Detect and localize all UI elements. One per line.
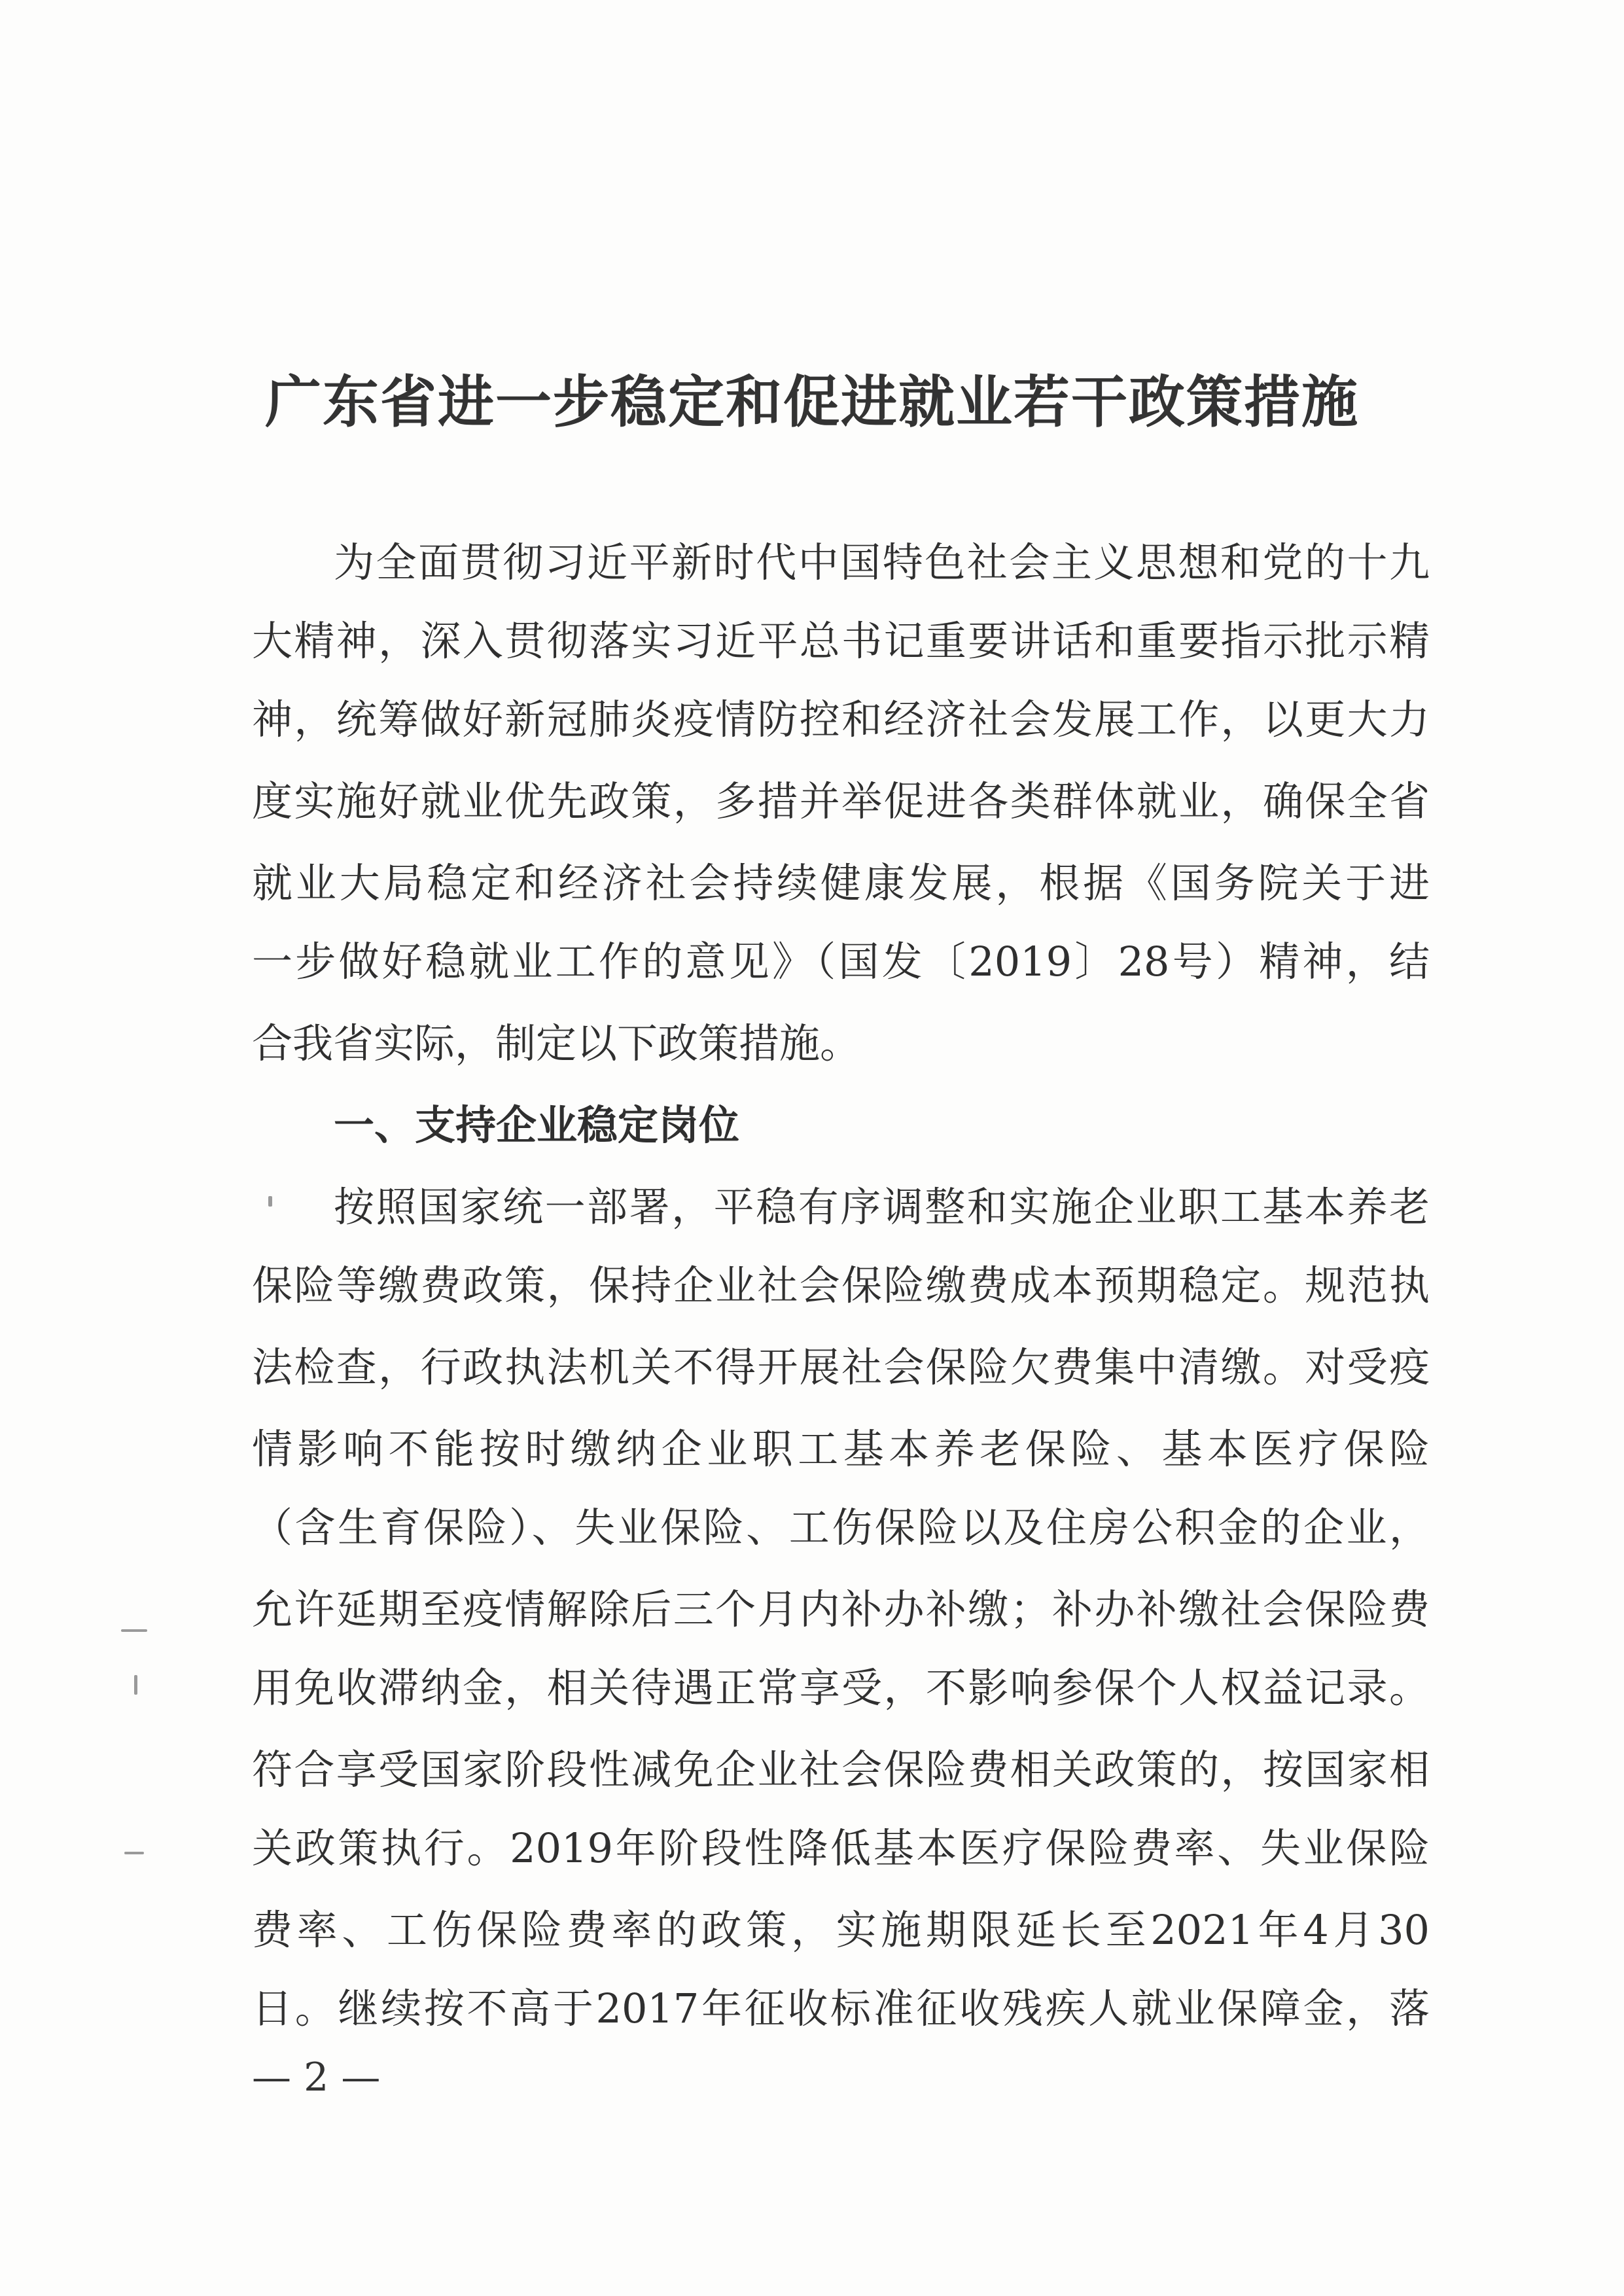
section-line: （含生育保险）、失业保险、工伤保险以及住房公积金的企业， bbox=[252, 1504, 1430, 1551]
scan-mark bbox=[124, 1852, 144, 1854]
section-line: 法检查，行政执法机关不得开展社会保险欠费集中清缴。对受疫 bbox=[252, 1343, 1430, 1391]
intro-line: 为全面贯彻习近平新时代中国特色社会主义思想和党的十九 bbox=[334, 539, 1430, 586]
document-title: 广东省进一步稳定和促进就业若干政策措施 bbox=[265, 369, 1359, 435]
section-heading: 一、支持企业稳定岗位 bbox=[334, 1101, 740, 1149]
section-line: 关政策执行。2019年阶段性降低基本医疗保险费率、失业保险 bbox=[252, 1824, 1430, 1872]
intro-line: 大精神，深入贯彻落实习近平总书记重要讲话和重要指示批示精 bbox=[252, 617, 1430, 665]
intro-line: 就业大局稳定和经济社会持续健康发展，根据《国务院关于进 bbox=[252, 859, 1430, 907]
intro-line: 合我省实际，制定以下政策措施。 bbox=[252, 1019, 861, 1067]
page-number: — 2 — bbox=[252, 2055, 381, 2100]
scan-mark bbox=[121, 1629, 147, 1632]
intro-line: 神，统筹做好新冠肺炎疫情防控和经济社会发展工作，以更大力 bbox=[252, 696, 1430, 743]
section-line: 符合享受国家阶段性减免企业社会保险费相关政策的，按国家相 bbox=[252, 1746, 1430, 1793]
section-line: 日。继续按不高于2017年征收标准征收残疾人就业保障金，落 bbox=[252, 1985, 1430, 2032]
section-line: 允许延期至疫情解除后三个月内补办补缴；补办补缴社会保险费 bbox=[252, 1585, 1430, 1633]
section-line: 情影响不能按时缴纳企业职工基本养老保险、基本医疗保险 bbox=[252, 1425, 1430, 1473]
scan-mark bbox=[268, 1196, 272, 1207]
section-line: 按照国家统一部署，平稳有序调整和实施企业职工基本养老 bbox=[334, 1183, 1430, 1231]
section-line: 用免收滞纳金，相关待遇正常享受，不影响参保个人权益记录。 bbox=[252, 1664, 1430, 1712]
section-line: 保险等缴费政策，保持企业社会保险缴费成本预期稳定。规范执 bbox=[252, 1262, 1430, 1309]
section-line: 费率、工伤保险费率的政策，实施期限延长至2021年4月30 bbox=[252, 1906, 1430, 1954]
intro-line: 度实施好就业优先政策，多措并举促进各类群体就业，确保全省 bbox=[252, 777, 1430, 825]
scan-mark bbox=[134, 1675, 137, 1695]
intro-line: 一步做好稳就业工作的意见》（国发〔2019〕28号）精神，结 bbox=[252, 938, 1430, 985]
